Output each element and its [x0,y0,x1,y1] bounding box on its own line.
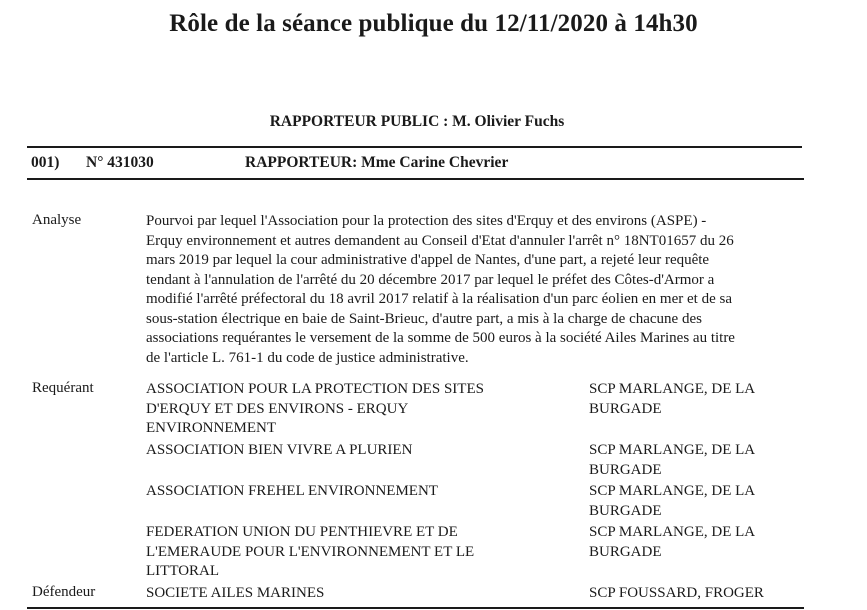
lawyer-line: SCP MARLANGE, DE LA [589,442,756,458]
requerant-party-4 [146,523,566,582]
requerant-lawyer-3 [589,482,819,521]
analyse-label: Analyse [32,212,82,228]
page-title: Rôle de la séance publique du 12/11/2020 à 14h30 [169,10,698,37]
analyse-line: Erquy environnement et autres demandent au Conseil d'Etat d'annuler l'arrêt n° 18NT01657 du 26 [146,232,734,249]
requerant-party-3 [146,482,566,502]
party-name-line: ASSOCIATION BIEN VIVRE A PLURIEN [146,442,413,458]
lawyer-line: SCP MARLANGE, DE LA [589,381,756,397]
lawyer-line: BURGADE [589,502,662,519]
requerant-party-1 [146,380,566,439]
party-name-line: ASSOCIATION FREHEL ENVIRONNEMENT [146,483,438,499]
divider-bottom [27,607,804,609]
analyse-text [146,212,816,368]
lawyer-line: BURGADE [589,461,662,478]
lawyer-line: SCP MARLANGE, DE LA [589,524,756,540]
requerant-lawyer-1 [589,380,819,419]
analyse-line: mars 2019 par lequel la cour administrative d'appel de Nantes, d'une part, a rejeté leur requête [146,252,710,268]
requerant-lawyer-4 [589,523,819,562]
party-name-line: L'EMERAUDE POUR L'ENVIRONNEMENT ET LE [146,543,475,560]
analyse-line: Pourvoi par lequel l'Association pour la protection des sites d'Erquy et des environs (ASPE) - [146,213,707,229]
analyse-line: de l'article L. 761-1 du code de justice administrative. [146,349,469,366]
divider-top [27,146,802,148]
rapporteur-public: RAPPORTEUR PUBLIC : M. Olivier Fuchs [269,113,565,130]
analyse-line: associations requérantes le versement de la somme de 500 euros à la société Ailes Marines au titre [146,330,735,346]
case-rapporteur: RAPPORTEUR: Mme Carine Chevrier [245,154,509,171]
party-name-line: SOCIETE AILES MARINES [146,585,325,601]
requerant-party-2 [146,441,566,461]
party-name-line: FEDERATION UNION DU PENTHIEVRE ET DE [146,524,458,540]
analyse-line: tendant à l'annulation de l'arrêté du 20 décembre 2017 par lequel le préfet des Côtes-d'Armor a [146,271,715,288]
case-number: N° 431030 [86,154,154,171]
defendeur-label: Défendeur [32,584,96,600]
defendeur-lawyer-1 [589,584,819,604]
divider-case [27,178,804,180]
party-name-line: ASSOCIATION POUR LA PROTECTION DES SITES [146,381,484,397]
lawyer-line: BURGADE [589,543,662,560]
party-name-line: D'ERQUY ET DES ENVIRONS - ERQUY [146,400,409,417]
analyse-line: modifié l'arrêté préfectoral du 18 avril 2017 relatif à la réalisation d'un parc éolien en mer et de sa [146,291,732,307]
lawyer-line: BURGADE [589,400,662,417]
lawyer-line: SCP FOUSSARD, FROGER [589,585,764,601]
analyse-line: sous-station électrique en baie de Saint-Brieuc, d'autre part, a mis à la charge de chacune des [146,310,702,327]
requerant-lawyer-2 [589,441,819,480]
requerant-label: Requérant [32,380,94,396]
party-name-line: ENVIRONNEMENT [146,420,276,436]
lawyer-line: SCP MARLANGE, DE LA [589,483,756,499]
party-name-line: LITTORAL [146,563,220,579]
case-index: 001) [31,154,60,171]
defendeur-party-1 [146,584,566,604]
